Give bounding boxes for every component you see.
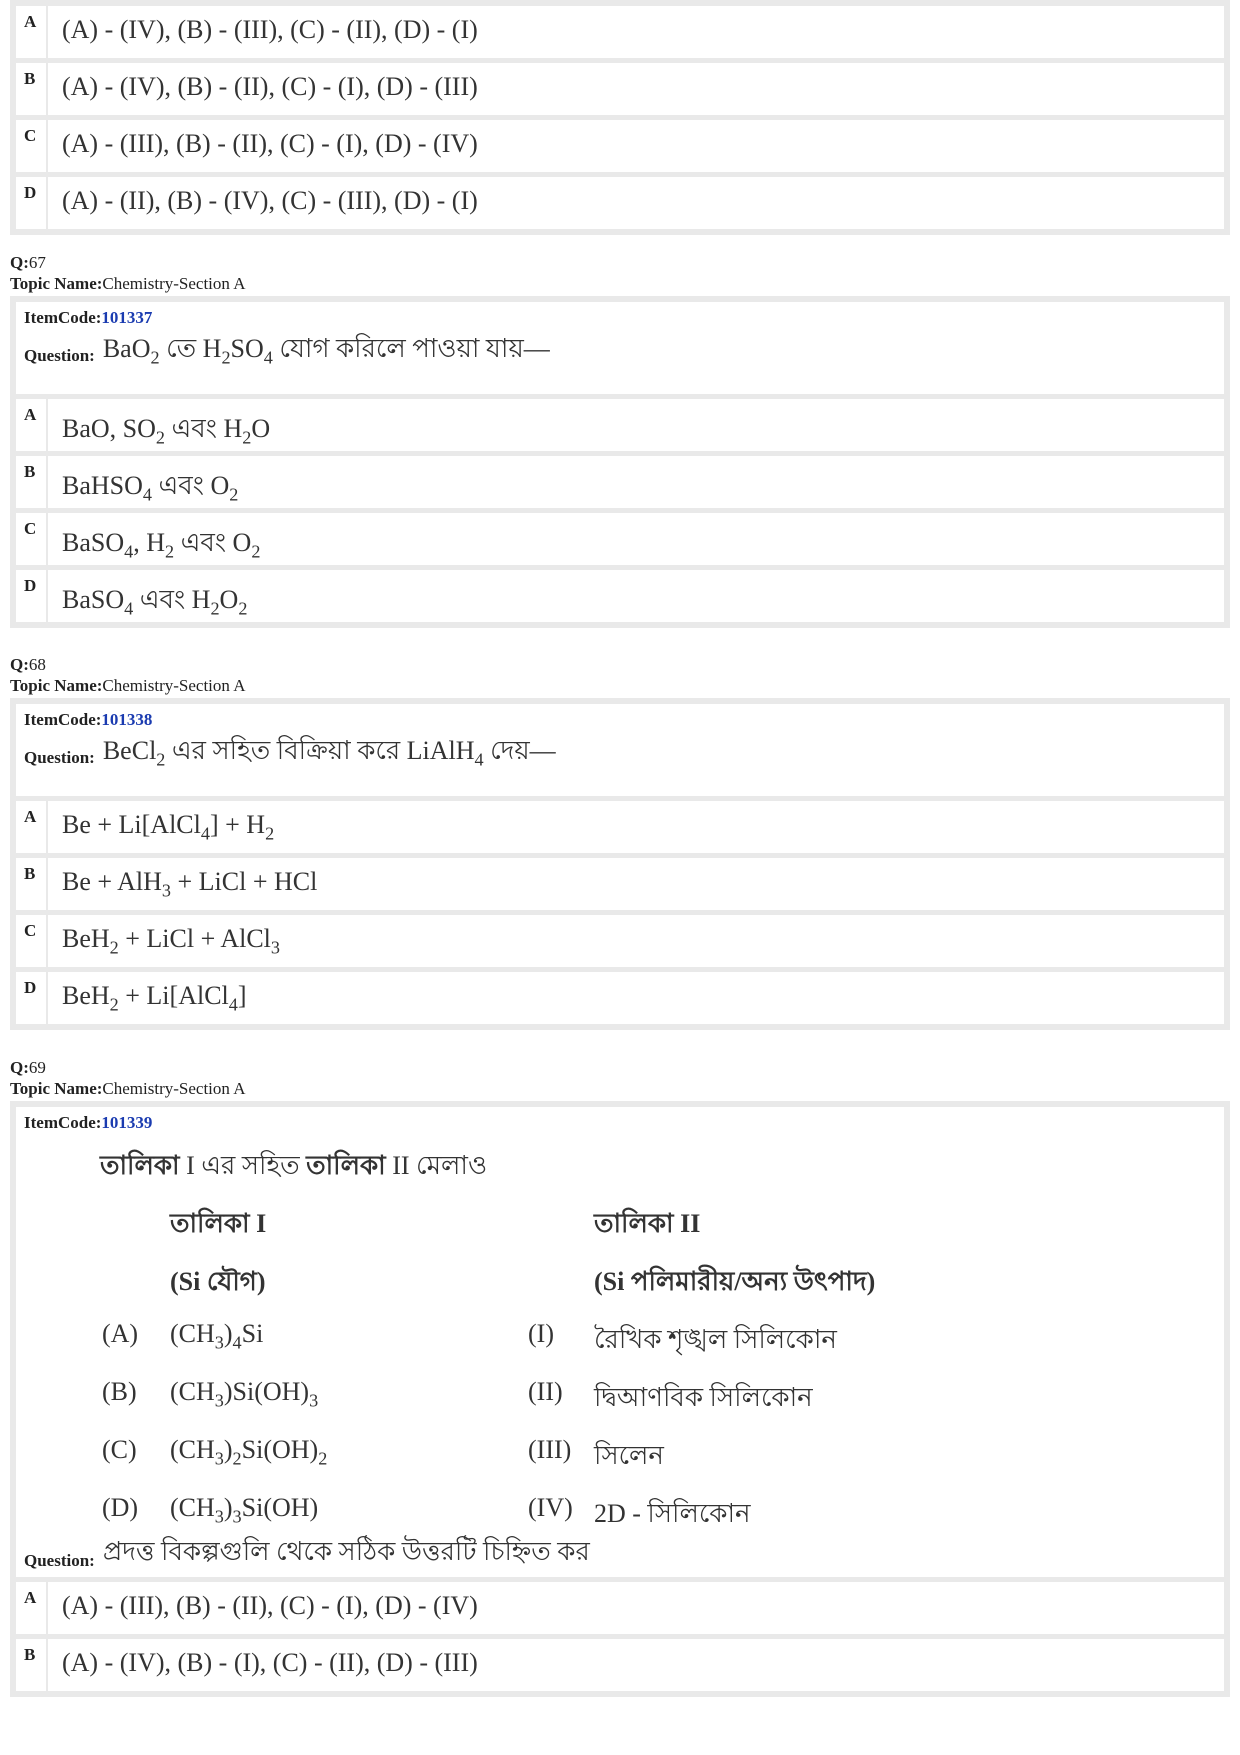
itemcode-value: 101338 bbox=[101, 710, 153, 729]
option-text: (A) - (III), (B) - (II), (C) - (I), (D) - (IV) bbox=[62, 129, 478, 158]
option-letter: C bbox=[16, 120, 48, 172]
right-key-ii: (II) bbox=[528, 1377, 563, 1406]
option-letter: D bbox=[16, 177, 48, 229]
right-key-iii: (III) bbox=[528, 1435, 572, 1464]
q68-header bbox=[10, 654, 245, 696]
q-label: Q: bbox=[10, 1058, 29, 1077]
question-row bbox=[16, 704, 1224, 796]
itemcode-label: ItemCode: bbox=[24, 308, 102, 327]
left-key-a: (A) bbox=[102, 1319, 139, 1348]
option-a[interactable] bbox=[16, 399, 1224, 451]
question-text: BeCl$_2$ এর সহিত বিক্রিয়া করে LiAlH$_4$ দেয়— bbox=[102, 736, 556, 770]
topic-name: Chemistry-Section A bbox=[102, 1079, 246, 1098]
topic-label: Topic Name: bbox=[10, 274, 103, 293]
question-line bbox=[16, 1537, 1224, 1577]
right-key-i: (I) bbox=[528, 1319, 554, 1348]
list2-subtitle: (Si পলিমারীয়/অন্য উৎপাদ) bbox=[594, 1267, 876, 1296]
option-text: (A) - (IV), (B) - (III), (C) - (II), (D) - (I) bbox=[62, 15, 478, 44]
question-row bbox=[16, 1107, 1224, 1537]
left-item-b: $(CH_3)Si(OH)_3$ bbox=[170, 1377, 319, 1411]
q-label: Q: bbox=[10, 253, 29, 272]
question-label: Question: bbox=[24, 346, 95, 365]
option-c[interactable] bbox=[16, 120, 1224, 172]
list1-subtitle: (Si যৌগ) bbox=[170, 1267, 266, 1296]
option-b[interactable] bbox=[16, 1639, 1224, 1691]
option-d[interactable] bbox=[16, 972, 1224, 1024]
left-item-c: $(CH_3)_2Si(OH)_2$ bbox=[170, 1435, 328, 1469]
option-text: BaHSO$_4$ এবং $O_2$ bbox=[62, 471, 239, 505]
option-text: Be + AlH$_3$ + LiCl + HCl bbox=[62, 867, 318, 901]
option-letter: B bbox=[16, 1639, 48, 1691]
option-letter: A bbox=[16, 801, 48, 853]
itemcode bbox=[24, 710, 1224, 730]
option-text: (A) - (II), (B) - (IV), (C) - (III), (D) - (I) bbox=[62, 186, 478, 215]
q68-block bbox=[10, 698, 1230, 1030]
q-label: Q: bbox=[10, 655, 29, 674]
option-d[interactable] bbox=[16, 570, 1224, 622]
topic-label: Topic Name: bbox=[10, 1079, 103, 1098]
option-text: BaO, $SO_2$ এবং $H_2O$ bbox=[62, 414, 271, 448]
itemcode-label: ItemCode: bbox=[24, 710, 102, 729]
question-number: 67 bbox=[28, 253, 46, 272]
q67-block bbox=[10, 296, 1230, 628]
right-item-iii: সিলেন bbox=[594, 1441, 664, 1470]
option-text: BaSO$_4$ এবং $H_2O_2$ bbox=[62, 585, 248, 619]
option-letter: A bbox=[16, 399, 48, 451]
question-text: BaO$_2$ তে $H_2SO_4$ যোগ করিলে পাওয়া যায়— bbox=[102, 334, 550, 368]
q69-header bbox=[10, 1057, 245, 1099]
itemcode-value: 101337 bbox=[101, 308, 153, 327]
option-letter: B bbox=[16, 63, 48, 115]
match-intro: তালিকা I এর সহিত তালিকা II মেলাও bbox=[100, 1151, 488, 1180]
option-b[interactable] bbox=[16, 456, 1224, 508]
left-item-a: $(CH_3)_4Si$ bbox=[170, 1319, 264, 1353]
option-a[interactable] bbox=[16, 6, 1224, 58]
question-row bbox=[16, 302, 1224, 394]
option-b[interactable] bbox=[16, 858, 1224, 910]
option-b[interactable] bbox=[16, 63, 1224, 115]
option-letter: C bbox=[16, 513, 48, 565]
list1-title: তালিকা I bbox=[170, 1209, 267, 1238]
question-number: 68 bbox=[28, 655, 46, 674]
option-text: (A) - (IV), (B) - (II), (C) - (I), (D) - (III) bbox=[62, 72, 478, 101]
option-c[interactable] bbox=[16, 915, 1224, 967]
right-item-i: রৈখিক শৃঙ্খল সিলিকোন bbox=[594, 1325, 837, 1354]
option-text: Be + Li[AlCl$_4$] + $H_2$ bbox=[62, 810, 275, 844]
option-letter: D bbox=[16, 570, 48, 622]
q69-block bbox=[10, 1101, 1230, 1697]
option-a[interactable] bbox=[16, 801, 1224, 853]
q67-header bbox=[10, 252, 245, 294]
question-text: প্রদত্ত বিকল্পগুলি থেকে সঠিক উত্তরটি চিহ্নিত কর bbox=[102, 1537, 590, 1566]
option-a[interactable] bbox=[16, 1582, 1224, 1634]
option-letter: C bbox=[16, 915, 48, 967]
question-number: 69 bbox=[28, 1058, 46, 1077]
right-item-ii: দ্বিআণবিক সিলিকোন bbox=[594, 1383, 813, 1412]
itemcode bbox=[24, 1113, 1224, 1133]
left-key-b: (B) bbox=[102, 1377, 137, 1406]
option-letter: B bbox=[16, 858, 48, 910]
option-text: (A) - (IV), (B) - (I), (C) - (II), (D) - (III) bbox=[62, 1648, 478, 1677]
left-key-d: (D) bbox=[102, 1493, 139, 1522]
option-letter: D bbox=[16, 972, 48, 1024]
right-key-iv: (IV) bbox=[528, 1493, 573, 1522]
option-c[interactable] bbox=[16, 513, 1224, 565]
itemcode-value: 101339 bbox=[101, 1113, 153, 1132]
option-letter: A bbox=[16, 6, 48, 58]
left-key-c: (C) bbox=[102, 1435, 137, 1464]
topic-name: Chemistry-Section A bbox=[102, 676, 246, 695]
left-item-d: $(CH_3)_3Si(OH)$ bbox=[170, 1493, 319, 1527]
q66-options-block bbox=[10, 0, 1230, 235]
question-label: Question: bbox=[24, 1551, 95, 1570]
list2-title: তালিকা II bbox=[594, 1209, 701, 1238]
option-text: BaSO$_4$, $H_2$ এবং $O_2$ bbox=[62, 528, 261, 562]
topic-name: Chemistry-Section A bbox=[102, 274, 246, 293]
option-d[interactable] bbox=[16, 177, 1224, 229]
question-label: Question: bbox=[24, 748, 95, 767]
option-text: (A) - (III), (B) - (II), (C) - (I), (D) - (IV) bbox=[62, 1591, 478, 1620]
option-letter: A bbox=[16, 1582, 48, 1634]
option-text: BeH$_2$ + LiCl + AlCl$_3$ bbox=[62, 924, 280, 958]
option-text: BeH$_2$ + Li[AlCl$_4$] bbox=[62, 981, 247, 1015]
itemcode-label: ItemCode: bbox=[24, 1113, 102, 1132]
itemcode bbox=[24, 308, 1224, 328]
right-item-iv: 2D - সিলিকোন bbox=[594, 1499, 751, 1528]
topic-label: Topic Name: bbox=[10, 676, 103, 695]
option-letter: B bbox=[16, 456, 48, 508]
